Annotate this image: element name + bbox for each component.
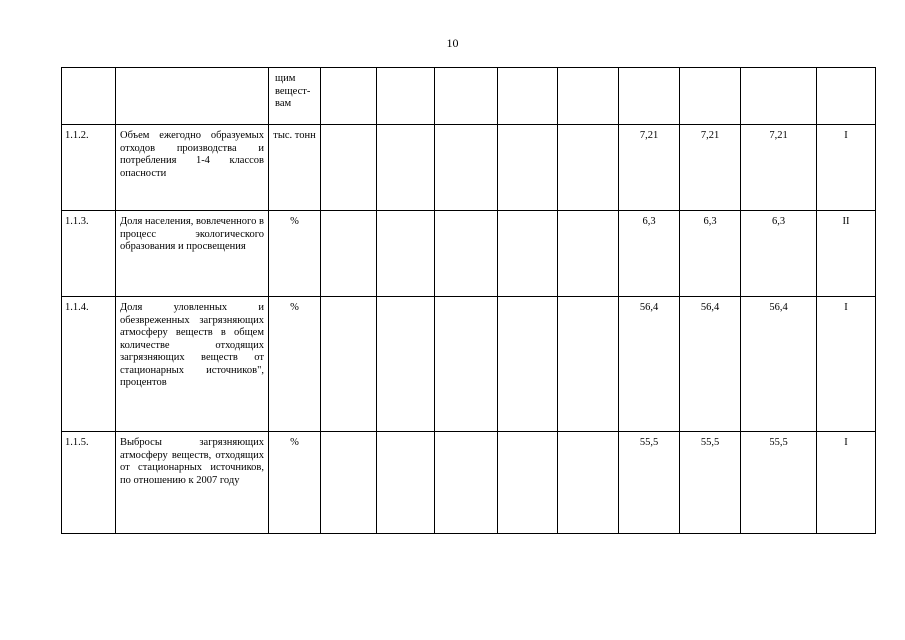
indicators-table: [61, 67, 876, 534]
unit-cell: %: [269, 211, 321, 297]
table-row: [62, 125, 876, 211]
indicator-name-cell: [116, 68, 269, 125]
value-cell: 55,5: [680, 432, 741, 534]
unit-cell: щим вещест-вам: [269, 68, 321, 125]
value-cell: 56,4: [741, 297, 817, 432]
row-number-cell: 1.1.3.: [62, 211, 116, 297]
table-row: [62, 432, 876, 534]
table-row: [62, 211, 876, 297]
value-cell: 55,5: [741, 432, 817, 534]
value-cell: 7,21: [680, 125, 741, 211]
priority-cell: I: [817, 432, 876, 534]
value-cell: 56,4: [680, 297, 741, 432]
unit-cell: тыс. тонн: [269, 125, 321, 211]
indicator-name-cell: Доля уловленных и обезвреженных загрязняющих атмосферу веществ в общем количестве отходящих загрязняющих веществ от стационарных источников", процентов: [116, 297, 269, 432]
table-row: [62, 68, 876, 125]
row-number-cell: 1.1.2.: [62, 125, 116, 211]
indicator-name-cell: Объем ежегодно образуемых отходов производства и потребления 1-4 классов опасности: [116, 125, 269, 211]
page-number: 10: [446, 36, 459, 50]
value-cell: 6,3: [741, 211, 817, 297]
indicator-name-cell: Доля населения, вовлеченного в процесс экологического образования и просвещения: [116, 211, 269, 297]
value-cell: 7,21: [741, 125, 817, 211]
row-number-cell: 1.1.5.: [62, 432, 116, 534]
value-cell: 55,5: [619, 432, 680, 534]
indicator-name-cell: Выбросы загрязняющих атмосферу веществ, отходящих от стационарных источников, по отношению к 2007 году: [116, 432, 269, 534]
row-number-cell: [62, 68, 116, 125]
unit-cell: %: [269, 297, 321, 432]
priority-cell: I: [817, 297, 876, 432]
priority-cell: II: [817, 211, 876, 297]
unit-cell: %: [269, 432, 321, 534]
table-row: [62, 297, 876, 432]
value-cell: 7,21: [619, 125, 680, 211]
priority-cell: I: [817, 125, 876, 211]
value-cell: 6,3: [680, 211, 741, 297]
row-number-cell: 1.1.4.: [62, 297, 116, 432]
value-cell: 6,3: [619, 211, 680, 297]
value-cell: 56,4: [619, 297, 680, 432]
